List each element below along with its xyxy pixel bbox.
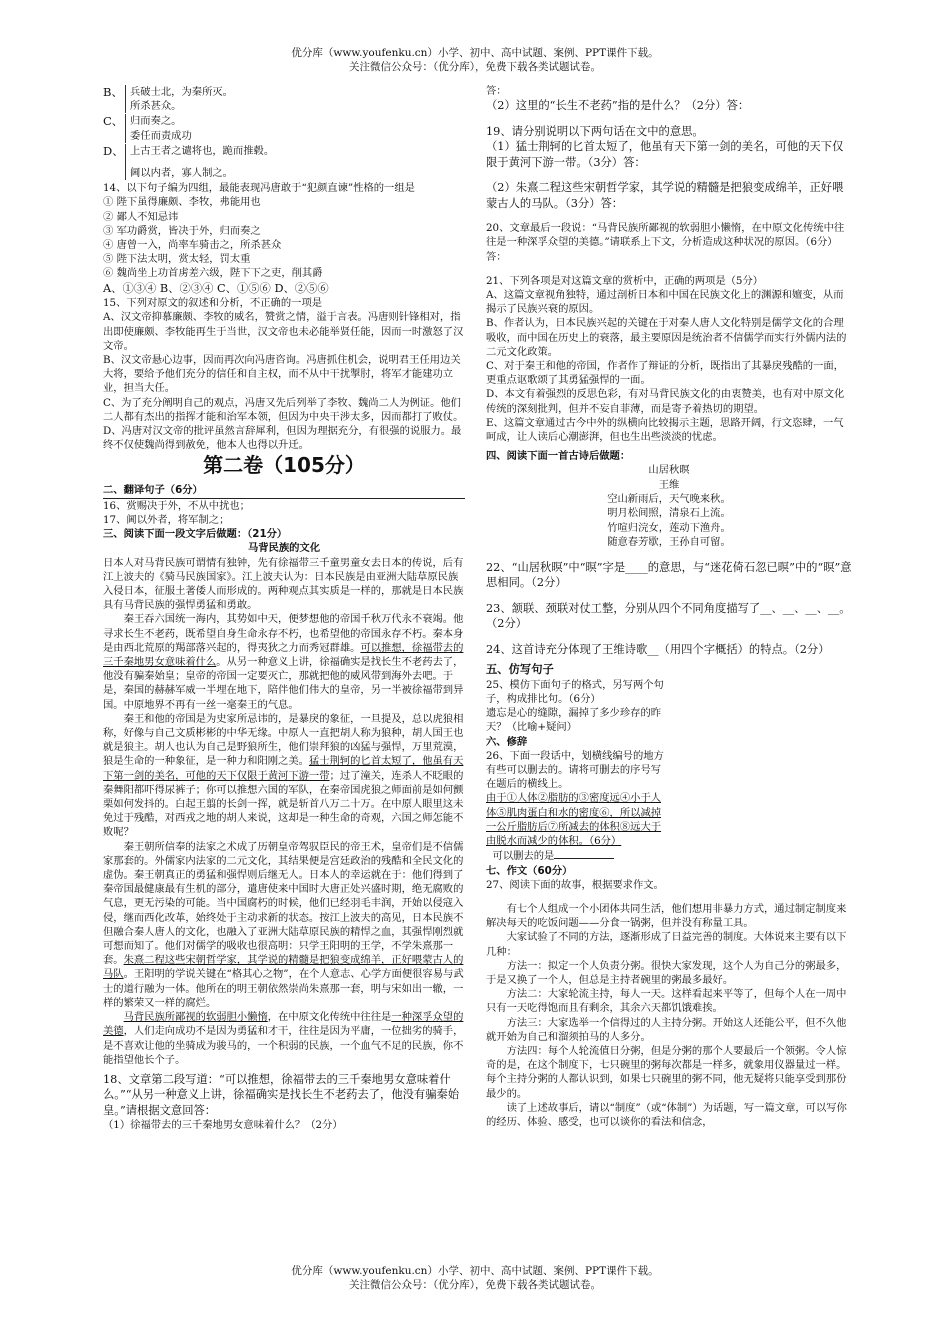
q16: 16、赏赐决于外，不从中扰也；	[103, 499, 250, 512]
header-line-1: 优分库（www.youfenku.cn）小学、初中、高中试题、案例、PPT课件下载。	[291, 47, 659, 59]
page-header	[0, 46, 950, 74]
q23: 23、颔联、颈联对仗工整，分别从四个不同角度描写了__、__、__、__。（2分）	[486, 601, 851, 631]
article-paragraph: 马背民族所鄙视的软弱胆小懒惰，在中原文化传统中往往是一种深孚众望的美德，人们走向成功不是因为勇猛和才干，往往是因为平庸，一位拙劣的骑手，是不喜欢让他的坐骑成为骏马的，一个积弱的民族，一个血气不足的民族，你不能指望他长个子。	[103, 1011, 464, 1066]
q15-option-c: C、为了充分阐明自己的观点，冯唐又先后列举了李牧、魏尚二人为例证。他们二人都有杰出的指挥才能和治军本领，但因为中央干涉太多，因而都打了败仗。	[103, 396, 464, 423]
q26-passage: 由于①人体②脂肪的③密度远④小于人体⑤肌肉蛋白和水的密度⑥，所以减掉一公斤脂肪后⑦所减去的体积⑧远大于由脱水而减少的体积。（6分）	[486, 792, 662, 848]
underlined-sentence: 可以推想，徐福带去的三千秦地男女意味着什么	[103, 641, 464, 669]
article-title: 马背民族的文化	[247, 542, 321, 555]
poem-author: 王维	[658, 478, 680, 491]
q19-stem: 19、请分别说明以下两句话在文中的意思。	[486, 124, 704, 138]
footer-line-1: 优分库（www.youfenku.cn）小学、初中、高中试题、案例、PPT课件下载。	[291, 1265, 659, 1277]
answer-blank[interactable]	[554, 848, 614, 859]
q14-item: ③ 军功爵赏，皆决于外，归而奏之	[103, 224, 261, 237]
article-paragraph: 秦王吞六国统一海内，其势如中天，便梦想他的帝国千秋万代永不衰竭。他寻求长生不老药，既希望自身生命永存不朽，也希望他的帝国永存不朽。秦本身是由西北荒原的羯部落兴起的，得夷狄之力而秀冠群雄。可以推想，徐福带去的三千秦地男女意味着什么。从另一种意义上讲，徐福确实是找长生不老药去了，他没有骗秦始皇；皇帝的帝国一定要灭亡，那就把他的威风带到海外去吧。于是，秦国的赫赫军威一半埋在地下，陪伴他们伟大的皇帝，另一半被徐福带到异国。中原地界不再有一丝一毫秦王的气息。	[103, 613, 464, 711]
poem-line: 空山新雨后，天气晚来秋。	[607, 492, 731, 505]
answer-label: 答：	[486, 85, 507, 97]
section-6-heading: 六、修辞	[486, 735, 528, 748]
q17: 17、阃以外者，将军制之；	[103, 513, 230, 526]
part-two-title: 第二卷（105分）	[203, 453, 365, 478]
q14-item: ② 鄙人不知忌讳	[103, 210, 179, 223]
q18-stem: 18、文章第二段写道：“可以推想，徐福带去的三千秦地男女意味着什么。”“从另一种意义上讲，徐福确实是找长生不老药去了，他没有骗秦始皇。”请根据文意回答：	[103, 1072, 460, 1117]
q14-stem: 14、以下句子编为四组，最能表现冯唐敢于“犯颜直谏”性格的一组是	[103, 182, 415, 195]
q21-stem: 21、下列各项是对这篇文章的赏析中，正确的两项是（5分）	[486, 274, 764, 287]
q14-item: ④ 唐曾一入，尚率车骑击之，所杀甚众	[103, 239, 282, 252]
q27: 27、阅读下面的故事，根据要求作文。	[486, 878, 664, 891]
q21-option-a: A、这篇文章视角独特，通过剖析日本和中国在民族文化上的渊源和嬗变，从而揭示了民族兴衰的原因。	[486, 289, 844, 316]
article-paragraph: 秦王和他的帝国是为史家所忌讳的，是暴戾的象征，一旦提及，总以虎狼相称，好像与自己文质彬彬的中华无缘。中原人一直把胡人称为狼种，胡人国王也就是狼主。胡人也认为自己是野狼所生，他们崇拜狼的凶猛与强悍，万里荒漠，狼是生命的一种象征，是一种力和阳刚之美。猛士荆轲的匕首太短了，他虽有天下第一剑的美名，可他的天下仅限于黄河下游一带；过了潼关，连杀人不眨眼的秦舞阳都吓得尿裤子；你可以推想六国的军队，在秦帝国虎狼之师面前是如何颤栗如何发抖的。白起王翦的长剑一挥，就是斩首八万二十万。在中原人眼里这未免过于残酷，对西戎之地的胡人来说，这却是一种生命的奇观，六国之师怎能不败呢？	[103, 712, 464, 839]
q21-option-b: B、作者认为，日本民族兴起的关键在于对秦人唐人文化特别是儒学文化的合理吸收，而中国在历史上的衰落，最主要原因是统治者不信儒学而实行外儒内法的二元文化政策。	[486, 317, 847, 358]
q15-option-a: A、汉文帝抑慕廉颇、李牧的威名，赞赏之情，溢于言表。冯唐则针锋相对，指出即使廉颇、李牧能再生于当世，汉文帝也未必能举贤任能，因而一时激怒了汉文帝。	[103, 311, 464, 352]
poem-line: 明月松间照，清泉石上流。	[607, 507, 731, 520]
q18-part-1: （1）徐福带去的三千秦地男女意味着什么？（2分）	[103, 1119, 343, 1132]
q13-option-d: D、 上古王者之谴将也，跪而推毂。 阃以内者，寡人制之。	[103, 143, 275, 180]
underlined-sentence: 朱熹二程这些宋朝哲学家，其学说的精髓是把狼变成绵羊，正好喂蒙古人的马队	[103, 954, 464, 981]
q24: 24、这首诗充分体现了王维诗歌__（用四个字概括）的特点。（2分）	[486, 642, 830, 656]
underlined-sentence: 猛士荆轲的匕首太短了，他虽有天下第一剑的美名，可他的天下仅限于黄河下游一带	[103, 755, 464, 782]
q19-part-1: （1）猛士荆轲的匕首太短了，他虽有天下第一剑的美名，可他的天下仅限于黄河下游一带。（3分）答：	[486, 140, 844, 169]
q21-option-d: D、本文有着强烈的反思色彩，有对马背民族文化的由衷赞美，也有对中原文化传统的深刻批判，但并不妄自菲薄，而是寄予着热切的期望。	[486, 388, 845, 415]
q13-option-b: B、 兵破士北，为秦所灭。 所杀甚众。	[103, 85, 233, 113]
essay-prompt-paragraph: 有七个人组成一个小团体共同生活，他们想用非暴力方式，通过制定制度来解决每天的吃饭问题——分食一锅粥，但并没有称量工具。	[486, 902, 847, 930]
q22: 22、“山居秋暝”中“暝”字是____的意思，与“迷花倚石忽已暝”中的“暝”意思相同。（2分）	[486, 560, 852, 590]
q21-option-c: C、对于秦王和他的帝国，作者作了辩证的分析，既指出了其暴戾残酷的一面，更重点讴歌颂了其勇猛强悍的一面。	[486, 360, 844, 387]
q15-option-d: D、冯唐对汉文帝的批评虽然言辞犀利，但因为理据充分，有很强的说服力。最终不仅使魏尚得到赦免，他本人也得以升迁。	[103, 424, 462, 452]
section-3-heading: 三、阅读下面一段文字后做题：（21分）	[103, 528, 288, 541]
q19-part-2: （2）朱熹二程这些宋朝哲学家，其学说的精髓是把狼变成绵羊，正好喂蒙古人的马队。（3分）答：	[486, 181, 844, 210]
q15-stem: 15、下列对原文的叙述和分析，不正确的一项是	[103, 297, 323, 310]
q25: 25、模仿下面句子的格式，另写两个句子，构成排比句。（6分）	[486, 678, 664, 706]
page-footer	[0, 1264, 950, 1292]
section-5-heading: 五、仿写句子	[486, 663, 554, 677]
essay-prompt-paragraph: 读了上述故事后，请以“制度”（或“体制”）为话题，写一篇文章，可以写你的经历、体验、感受，也可以谈你的看法和信念，	[486, 1101, 847, 1128]
section-4-heading: 四、阅读下面一首古诗后做题：	[486, 450, 631, 463]
q13-option-c: C、 归而奏之。 委任而责成功	[103, 114, 192, 142]
article-paragraph: 日本人对马背民族可谓情有独钟，先有徐福带三千童男童女去日本的传说，后有江上波夫的《骑马民族国家》。江上波夫认为：日本民族是由亚洲大陆草原民族入侵日本，征服土著倭人而形成的。两种观点其实质是一样的，那就是日本民族具有马背民族的强悍勇猛和勇敢。	[103, 556, 464, 612]
q14-item: ⑤ 陛下法太明，赏太轻，罚太重	[103, 253, 251, 266]
q25-block	[486, 678, 668, 735]
q14-item: ① 陛下虽得廉颇、李牧，弗能用也	[103, 196, 261, 209]
right-column	[486, 84, 852, 1129]
article-paragraph: 秦王朝所信奉的法家之术成了历朝皇帝驾驭臣民的帝王术，皇帝们是不信儒家那套的。外儒家内法家的二元文化，其结果便是宫廷政治的残酷和全民文化的虚伪。秦王朝真正的勇猛和强悍则后继无人。日本人的幸运就在于：他们得到了秦帝国最健康最有生机的部分，遣唐使来中国时大唐正处兴盛时期，绝无腐败的气息，更无污染的可能。当中国腐朽的时候，他们已经羽毛丰润，开始以侵寇入侵，继而西化改革，始终处于主动求新的状态。按江上波夫的高见，日本民族不但融合秦人唐人的文化，也融入了亚洲大陆草原民族的精悍之血，其强悍刚烈就可想而知了。他们对儒学的吸收也很高明：只学王阳明的王学，不学朱熹那一套。朱熹二程这些宋朝哲学家，其学说的精髓是把狼变成绵羊，正好喂蒙古人的马队。王阳明的学说关键在“格其心之物”，在个人意志、心学方面便很容易与武士的道行融为一体。他所在的明王朝依然崇尚朱熹那一套，明与宋如出一辙，一样的繁荣又一样的腐烂。	[103, 840, 464, 1009]
left-column	[103, 84, 465, 1133]
header-line-2: 关注微信公众号：（优分库），免费下载各类试题试卷。	[349, 61, 601, 73]
section-2-heading: 二、翻译句子（6分）	[103, 483, 465, 499]
essay-method: 方法四：每个人轮流值日分粥，但是分粥的那个人要最后一个领粥。令人惊奇的是，在这个制度下，七只碗里的粥每次都是一样多，就象用仪器量过一样。每个主持分粥的人都认识到，如果七只碗里的粥不同，他无疑将只能享受到那份最少的。	[486, 1044, 847, 1100]
section-7-heading: 七、作文（60分）	[486, 864, 573, 877]
q14-choices: A、①③④ B、②③④ C、①⑤⑥ D、②⑤⑥	[103, 281, 329, 295]
poem-body	[486, 492, 852, 550]
q18-part-2: （2）这里的“长生不老药”指的是什么？（2分）答：	[486, 99, 750, 113]
poem-line: 竹喧归浣女，莲动下渔舟。	[607, 521, 731, 534]
q14-item: ⑥ 魏尚坐上功首虏差六级，陛下下之吏，削其爵	[103, 267, 323, 280]
q26-answer: 可以删去的是	[486, 848, 668, 863]
essay-method: 方法一：拟定一个人负责分粥。很快大家发现，这个人为自己分的粥最多，于是又换了一个人，但总是主持者碗里的粥最多最好。	[486, 959, 847, 986]
poem-title: 山居秋暝	[648, 464, 690, 477]
q26-block	[486, 749, 668, 864]
q15-option-b: B、汉文帝悬心边事，因而再次向冯唐咨询。冯唐抓住机会，说明君王任用边关大将，要给予他们充分的信任和自主权，而不从中干扰掣肘，将军才能建功立业，担当大任。	[103, 353, 461, 395]
q20: 20、文章最后一段说：“马背民族所鄙视的软弱胆小懒惰，在中原文化传统中往往是一种深孚众望的美德。”请联系上下文，分析造成这种状况的原因。（6分）答：	[486, 222, 845, 263]
footer-line-2: 关注微信公众号：（优分库），免费下载各类试题试卷。	[349, 1279, 601, 1291]
q25-sample: 遗忘是心的缝隙，漏掉了多少珍存的昨天？（比喻+疑问）	[486, 707, 662, 734]
poem-line: 随意春芳歇，王孙自可留。	[607, 536, 731, 549]
essay-method: 方法三：大家选举一个信得过的人主持分粥。开始这人还能公平，但不久他就开始为自己和溜须拍马的人多分。	[486, 1016, 847, 1043]
q26-stem: 26、下面一段话中，划横线编号的地方有些可以删去的。请将可删去的序号写在题后的横线上。	[486, 749, 664, 791]
essay-method: 方法二：大家轮流主持，每人一天。这样看起来平等了，但每个人在一周中只有一天吃得饱而且有剩余，其余六天都饥饿难挨。	[486, 988, 847, 1015]
essay-prompt-paragraph: 大家试验了不同的方法，逐渐形成了日益完善的制度。大体说来主要有以下几种：	[486, 931, 847, 958]
q21-option-e: E、这篇文章通过古今中外的纵横向比较揭示主题，思路开阔，行文恣肆，一气呵成，让人读后心潮澎湃，但也生出些淡淡的忧虑。	[486, 416, 844, 444]
